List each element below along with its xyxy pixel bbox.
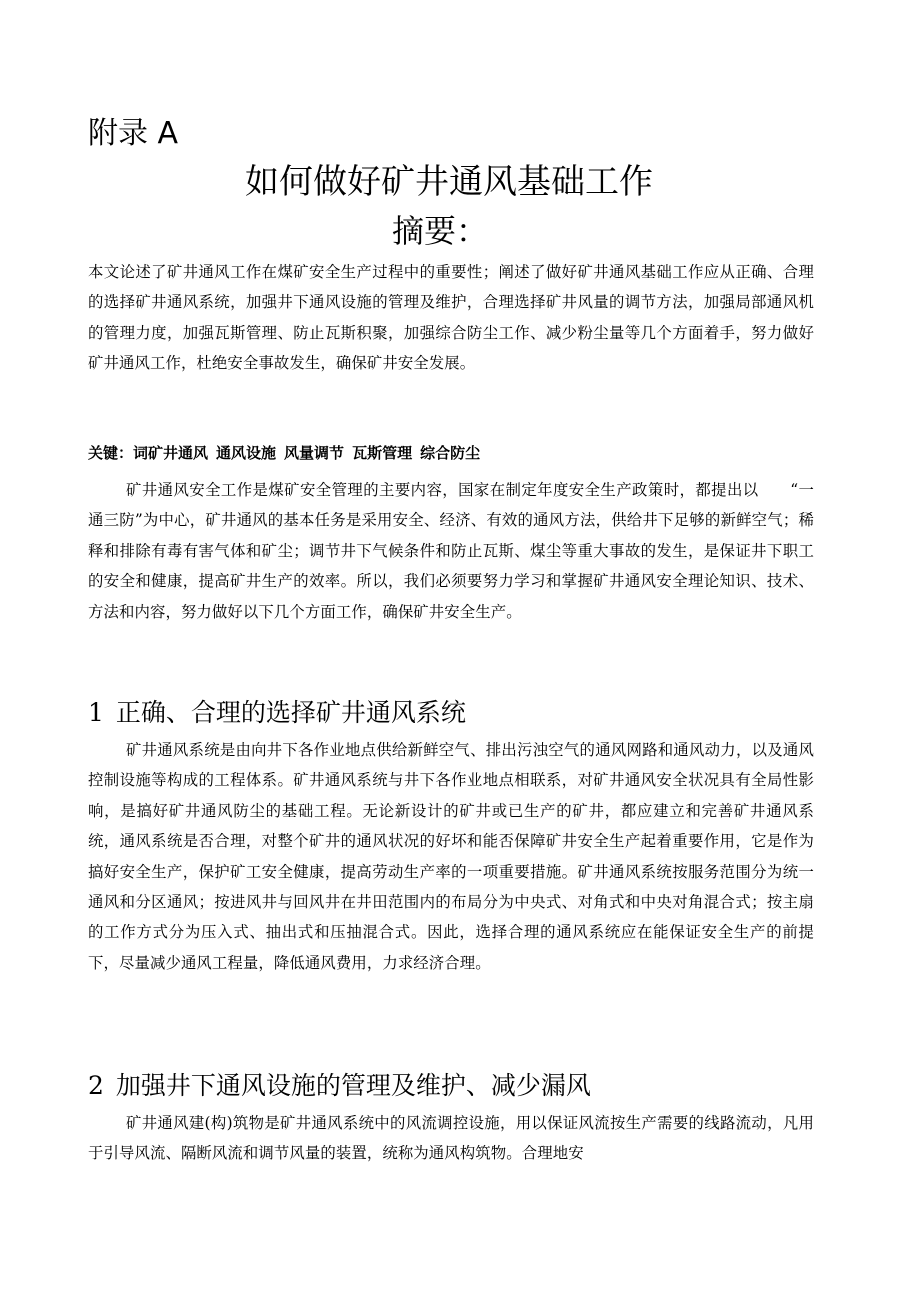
section-title: 加强井下通风设施的管理及维护、减少漏风 [115,1071,591,1100]
section-number: 2 [88,1071,104,1100]
keyword-item: 综合防尘 [420,444,481,462]
appendix-label: 附录 A [88,116,179,151]
keywords-line [88,440,488,466]
section-2-heading [88,1067,591,1105]
keyword-item: 矿井通风 [148,444,209,462]
keyword-item: 瓦斯管理 [352,444,413,462]
abstract-heading: 摘要： [391,212,488,250]
section-title: 正确、合理的选择矿井通风系统 [115,698,466,727]
section-2-paragraph: 矿井通风建(构)筑物是矿井通风系统中的风流调控设施，用以保证风流按生产需要的线路流动，凡用于引导风流、隔断风流和调节风量的装置，统称为通风构筑物。合理地安 [88,1114,814,1163]
section-1-heading [88,694,466,732]
keyword-item: 风量调节 [284,444,345,462]
section-1-paragraph: 矿井通风系统是由向井下各作业地点供给新鲜空气、排出污浊空气的通风网路和通风动力，以及通风控制设施等构成的工程体系。矿井通风系统与井下各作业地点相联系，对矿井通风安全状况具有全局性影响，是搞好矿井通风防尘的基础工程。无论新设计的矿井或已生产的矿井，都应建立和完善矿井通风系统，通风系统是否合理，对整个矿井的通风状况的好坏和能否保障矿井安全生产起着重要作用，它是作为搞好安全生产，保护矿工安全健康，提高劳动生产率的一项重要措施。矿井通风系统按服务范围分为统一通风和分区通风；按进风井与回风井在井田范围内的布局分为中央式、对角式和中央对角混合式；按主扇的工作方式分为压入式、抽出式和压抽混合式。因此，选择合理的通风系统应在能保证安全生产的前提下，尽量减少通风工程量，降低通风费用，力求经济合理。 [88,741,814,972]
document-title: 如何做好矿井通风基础工作 [245,162,653,202]
abstract-paragraph: 本文论述了矿井通风工作在煤矿安全生产过程中的重要性；阐述了做好矿井通风基础工作应从正确、合理的选择矿井通风系统，加强井下通风设施的管理及维护，合理选择矿井风量的调节方法，加强局部通风机的管理力度，加强瓦斯管理、防止瓦斯积聚，加强综合防尘工作、减少粉尘量等几个方面着手，努力做好矿井通风工作，杜绝安全事故发生，确保矿井安全发展。 [88,263,814,373]
keywords-label: 关键：词 [88,444,149,462]
intro-paragraph: 矿井通风安全工作是煤矿安全管理的主要内容，国家在制定年度安全生产政策时，都提出以 “一通三防”为中心，矿井通风的基本任务是采用安全、经济、有效的通风方法，供给井下足够的新鲜空气；稀释和排除有毒有害气体和矿尘；调节井下气候条件和防止瓦斯、煤尘等重大事故的发生，是保证井下职工的安全和健康，提高矿井生产的效率。所以，我们必须要努力学习和掌握矿井通风安全理论知识、技术、方法和内容，努力做好以下几个方面工作，确保矿井安全生产。 [88,481,814,621]
keyword-item: 通风设施 [216,444,277,462]
section-number: 1 [88,698,104,727]
